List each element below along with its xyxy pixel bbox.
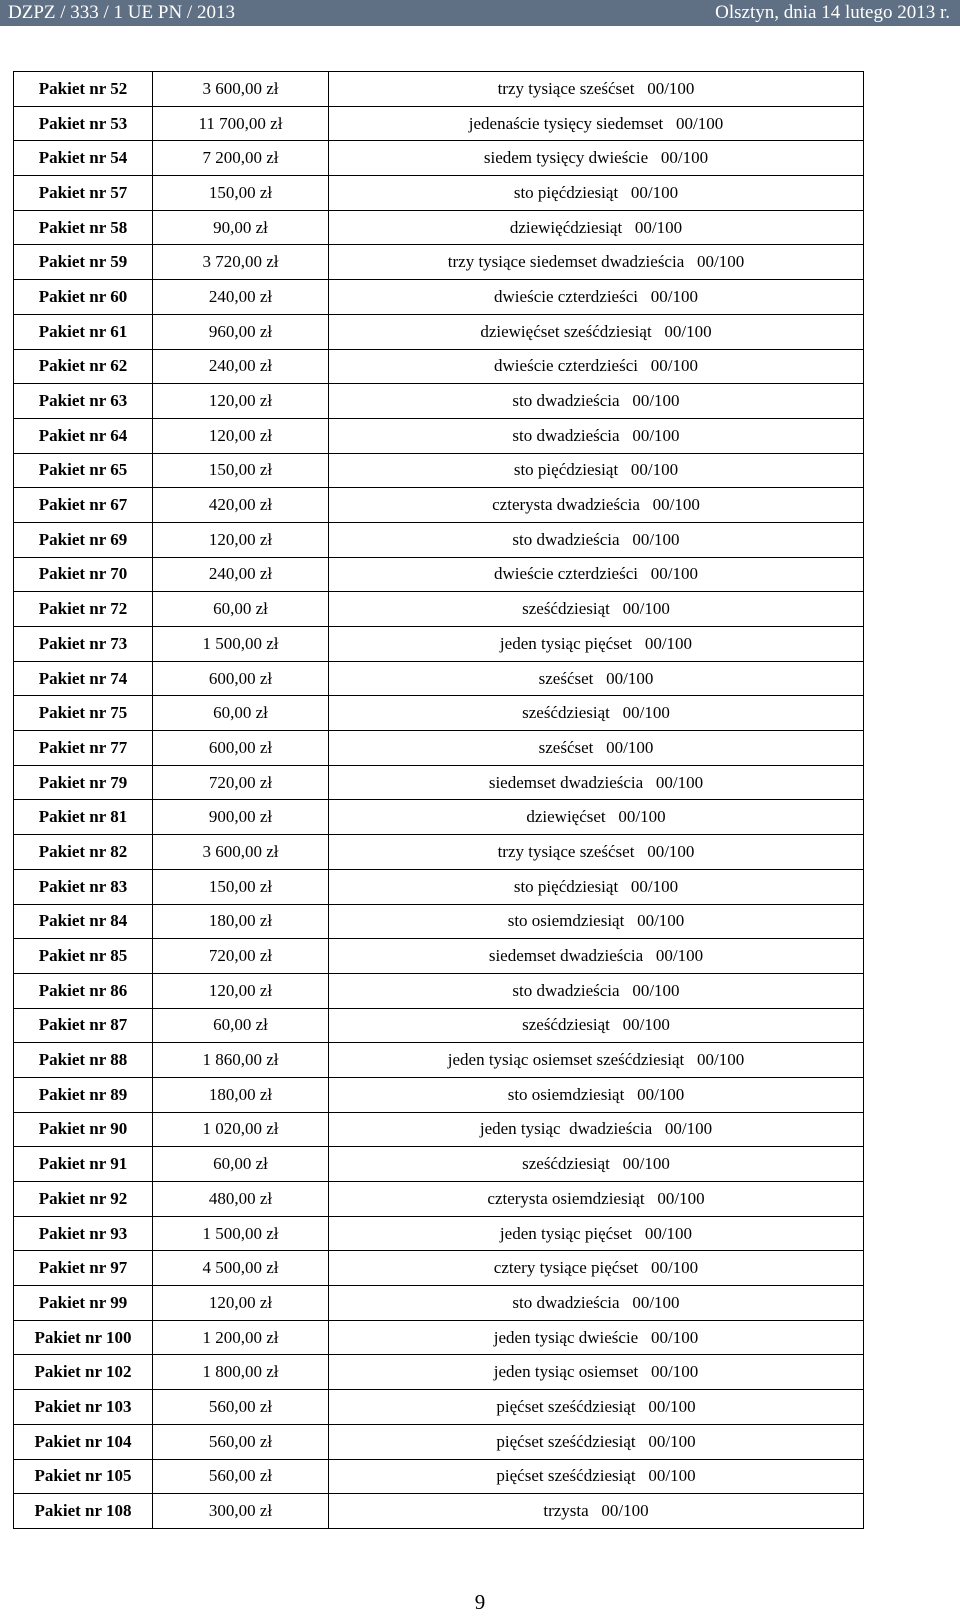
amount-in-words-cell: trzy tysiące sześćset 00/100	[329, 72, 864, 107]
table-row	[14, 1286, 864, 1321]
package-name-cell: Pakiet nr 92	[14, 1182, 153, 1217]
table-row	[14, 488, 864, 523]
amount-in-words-cell: jeden tysiąc pięćset 00/100	[329, 1216, 864, 1251]
table-row	[14, 418, 864, 453]
amount-cell: 90,00 zł	[153, 210, 329, 245]
package-name-cell: Pakiet nr 100	[14, 1320, 153, 1355]
package-name-cell: Pakiet nr 83	[14, 869, 153, 904]
amount-in-words-cell: sto dwadzieścia 00/100	[329, 973, 864, 1008]
amount-in-words-cell: sześćdziesiąt 00/100	[329, 696, 864, 731]
document-reference: DZPZ / 333 / 1 UE PN / 2013	[8, 2, 235, 23]
table-row	[14, 1424, 864, 1459]
amount-cell: 720,00 zł	[153, 765, 329, 800]
package-name-cell: Pakiet nr 99	[14, 1286, 153, 1321]
amount-cell: 480,00 zł	[153, 1182, 329, 1217]
amount-cell: 150,00 zł	[153, 869, 329, 904]
table-row	[14, 1459, 864, 1494]
table-row	[14, 1355, 864, 1390]
amount-in-words-cell: sto dwadzieścia 00/100	[329, 384, 864, 419]
package-name-cell: Pakiet nr 60	[14, 280, 153, 315]
package-name-cell: Pakiet nr 53	[14, 106, 153, 141]
table-row	[14, 1390, 864, 1425]
amount-cell: 300,00 zł	[153, 1494, 329, 1529]
table-row	[14, 1216, 864, 1251]
package-name-cell: Pakiet nr 91	[14, 1147, 153, 1182]
amount-cell: 120,00 zł	[153, 973, 329, 1008]
package-name-cell: Pakiet nr 79	[14, 765, 153, 800]
amount-cell: 240,00 zł	[153, 349, 329, 384]
table-row	[14, 1112, 864, 1147]
package-name-cell: Pakiet nr 77	[14, 731, 153, 766]
amount-cell: 720,00 zł	[153, 939, 329, 974]
document-header	[0, 0, 960, 26]
table-row	[14, 835, 864, 870]
amount-in-words-cell: jeden tysiąc osiemset sześćdziesiąt 00/100	[329, 1043, 864, 1078]
amount-in-words-cell: trzysta 00/100	[329, 1494, 864, 1529]
package-name-cell: Pakiet nr 90	[14, 1112, 153, 1147]
amount-cell: 1 800,00 zł	[153, 1355, 329, 1390]
amount-in-words-cell: jeden tysiąc pięćset 00/100	[329, 627, 864, 662]
amount-in-words-cell: siedemset dwadzieścia 00/100	[329, 939, 864, 974]
amount-cell: 4 500,00 zł	[153, 1251, 329, 1286]
document-date: Olsztyn, dnia 14 lutego 2013 r.	[715, 2, 950, 23]
package-name-cell: Pakiet nr 84	[14, 904, 153, 939]
package-name-cell: Pakiet nr 97	[14, 1251, 153, 1286]
package-name-cell: Pakiet nr 58	[14, 210, 153, 245]
table-row	[14, 384, 864, 419]
table-row	[14, 1043, 864, 1078]
package-name-cell: Pakiet nr 72	[14, 592, 153, 627]
amount-cell: 60,00 zł	[153, 592, 329, 627]
amount-in-words-cell: sześćset 00/100	[329, 731, 864, 766]
amount-in-words-cell: dwieście czterdzieści 00/100	[329, 349, 864, 384]
package-name-cell: Pakiet nr 103	[14, 1390, 153, 1425]
amount-in-words-cell: trzy tysiące siedemset dwadzieścia 00/100	[329, 245, 864, 280]
amount-in-words-cell: dziewięćset sześćdziesiąt 00/100	[329, 314, 864, 349]
table-row	[14, 1251, 864, 1286]
amount-cell: 240,00 zł	[153, 280, 329, 315]
package-name-cell: Pakiet nr 87	[14, 1008, 153, 1043]
table-row	[14, 1147, 864, 1182]
table-row	[14, 522, 864, 557]
package-name-cell: Pakiet nr 93	[14, 1216, 153, 1251]
amount-cell: 560,00 zł	[153, 1424, 329, 1459]
amount-in-words-cell: trzy tysiące sześćset 00/100	[329, 835, 864, 870]
table-row	[14, 904, 864, 939]
table-row	[14, 661, 864, 696]
amount-cell: 1 020,00 zł	[153, 1112, 329, 1147]
table-row	[14, 141, 864, 176]
amount-in-words-cell: pięćset sześćdziesiąt 00/100	[329, 1424, 864, 1459]
table-row	[14, 1077, 864, 1112]
package-name-cell: Pakiet nr 108	[14, 1494, 153, 1529]
amount-cell: 60,00 zł	[153, 1008, 329, 1043]
amount-cell: 150,00 zł	[153, 176, 329, 211]
table-row	[14, 973, 864, 1008]
amount-cell: 120,00 zł	[153, 522, 329, 557]
table-row	[14, 453, 864, 488]
package-name-cell: Pakiet nr 59	[14, 245, 153, 280]
amount-in-words-cell: czterysta osiemdziesiąt 00/100	[329, 1182, 864, 1217]
amount-in-words-cell: sto pięćdziesiąt 00/100	[329, 869, 864, 904]
table-row	[14, 1320, 864, 1355]
package-name-cell: Pakiet nr 89	[14, 1077, 153, 1112]
amount-in-words-cell: czterysta dwadzieścia 00/100	[329, 488, 864, 523]
package-name-cell: Pakiet nr 65	[14, 453, 153, 488]
amount-cell: 1 860,00 zł	[153, 1043, 329, 1078]
amount-in-words-cell: jeden tysiąc dwadzieścia 00/100	[329, 1112, 864, 1147]
table-row	[14, 176, 864, 211]
table-row	[14, 280, 864, 315]
table-row	[14, 731, 864, 766]
amount-cell: 1 200,00 zł	[153, 1320, 329, 1355]
package-name-cell: Pakiet nr 54	[14, 141, 153, 176]
table-row	[14, 349, 864, 384]
package-name-cell: Pakiet nr 102	[14, 1355, 153, 1390]
table-row	[14, 1008, 864, 1043]
amount-in-words-cell: pięćset sześćdziesiąt 00/100	[329, 1459, 864, 1494]
amount-cell: 1 500,00 zł	[153, 627, 329, 662]
amount-cell: 960,00 zł	[153, 314, 329, 349]
table-row	[14, 1182, 864, 1217]
amount-in-words-cell: sześćdziesiąt 00/100	[329, 1147, 864, 1182]
amount-cell: 1 500,00 zł	[153, 1216, 329, 1251]
table-row	[14, 592, 864, 627]
amount-cell: 3 720,00 zł	[153, 245, 329, 280]
package-name-cell: Pakiet nr 105	[14, 1459, 153, 1494]
table-row	[14, 1494, 864, 1529]
page-number: 9	[474, 1590, 486, 1614]
amount-in-words-cell: sto osiemdziesiąt 00/100	[329, 1077, 864, 1112]
package-name-cell: Pakiet nr 63	[14, 384, 153, 419]
package-name-cell: Pakiet nr 81	[14, 800, 153, 835]
amount-in-words-cell: sto pięćdziesiąt 00/100	[329, 453, 864, 488]
package-name-cell: Pakiet nr 52	[14, 72, 153, 107]
amount-in-words-cell: dwieście czterdzieści 00/100	[329, 557, 864, 592]
package-name-cell: Pakiet nr 104	[14, 1424, 153, 1459]
table-row	[14, 210, 864, 245]
amount-in-words-cell: jeden tysiąc osiemset 00/100	[329, 1355, 864, 1390]
amount-cell: 60,00 zł	[153, 1147, 329, 1182]
amount-cell: 120,00 zł	[153, 384, 329, 419]
package-name-cell: Pakiet nr 67	[14, 488, 153, 523]
amount-in-words-cell: dziewięćdziesiąt 00/100	[329, 210, 864, 245]
amount-in-words-cell: siedem tysięcy dwieście 00/100	[329, 141, 864, 176]
amount-cell: 120,00 zł	[153, 418, 329, 453]
amount-cell: 120,00 zł	[153, 1286, 329, 1321]
amount-in-words-cell: sto dwadzieścia 00/100	[329, 1286, 864, 1321]
package-name-cell: Pakiet nr 64	[14, 418, 153, 453]
table-row	[14, 106, 864, 141]
package-name-cell: Pakiet nr 75	[14, 696, 153, 731]
package-price-table-body	[14, 72, 864, 1529]
amount-cell: 420,00 zł	[153, 488, 329, 523]
amount-in-words-cell: sześćdziesiąt 00/100	[329, 592, 864, 627]
amount-cell: 7 200,00 zł	[153, 141, 329, 176]
table-row	[14, 696, 864, 731]
package-name-cell: Pakiet nr 57	[14, 176, 153, 211]
amount-cell: 60,00 zł	[153, 696, 329, 731]
amount-in-words-cell: cztery tysiące pięćset 00/100	[329, 1251, 864, 1286]
package-name-cell: Pakiet nr 62	[14, 349, 153, 384]
package-name-cell: Pakiet nr 82	[14, 835, 153, 870]
table-row	[14, 557, 864, 592]
amount-cell: 900,00 zł	[153, 800, 329, 835]
amount-in-words-cell: dziewięćset 00/100	[329, 800, 864, 835]
amount-cell: 150,00 zł	[153, 453, 329, 488]
package-name-cell: Pakiet nr 61	[14, 314, 153, 349]
amount-in-words-cell: sto dwadzieścia 00/100	[329, 522, 864, 557]
package-name-cell: Pakiet nr 70	[14, 557, 153, 592]
amount-in-words-cell: sto pięćdziesiąt 00/100	[329, 176, 864, 211]
amount-in-words-cell: dwieście czterdzieści 00/100	[329, 280, 864, 315]
amount-cell: 600,00 zł	[153, 661, 329, 696]
package-name-cell: Pakiet nr 86	[14, 973, 153, 1008]
package-name-cell: Pakiet nr 69	[14, 522, 153, 557]
package-name-cell: Pakiet nr 88	[14, 1043, 153, 1078]
amount-in-words-cell: pięćset sześćdziesiąt 00/100	[329, 1390, 864, 1425]
table-row	[14, 800, 864, 835]
amount-in-words-cell: jedenaście tysięcy siedemset 00/100	[329, 106, 864, 141]
amount-in-words-cell: jeden tysiąc dwieście 00/100	[329, 1320, 864, 1355]
table-row	[14, 72, 864, 107]
amount-cell: 180,00 zł	[153, 904, 329, 939]
amount-in-words-cell: sto osiemdziesiąt 00/100	[329, 904, 864, 939]
amount-cell: 3 600,00 zł	[153, 72, 329, 107]
table-row	[14, 314, 864, 349]
amount-cell: 560,00 zł	[153, 1459, 329, 1494]
amount-cell: 180,00 zł	[153, 1077, 329, 1112]
amount-cell: 3 600,00 zł	[153, 835, 329, 870]
amount-in-words-cell: siedemset dwadzieścia 00/100	[329, 765, 864, 800]
package-name-cell: Pakiet nr 85	[14, 939, 153, 974]
amount-cell: 240,00 zł	[153, 557, 329, 592]
table-row	[14, 765, 864, 800]
table-row	[14, 627, 864, 662]
amount-in-words-cell: sześćset 00/100	[329, 661, 864, 696]
package-name-cell: Pakiet nr 73	[14, 627, 153, 662]
amount-cell: 11 700,00 zł	[153, 106, 329, 141]
amount-in-words-cell: sto dwadzieścia 00/100	[329, 418, 864, 453]
table-row	[14, 869, 864, 904]
table-row	[14, 245, 864, 280]
package-name-cell: Pakiet nr 74	[14, 661, 153, 696]
amount-cell: 600,00 zł	[153, 731, 329, 766]
table-row	[14, 939, 864, 974]
amount-in-words-cell: sześćdziesiąt 00/100	[329, 1008, 864, 1043]
amount-cell: 560,00 zł	[153, 1390, 329, 1425]
package-price-table	[13, 71, 864, 1529]
